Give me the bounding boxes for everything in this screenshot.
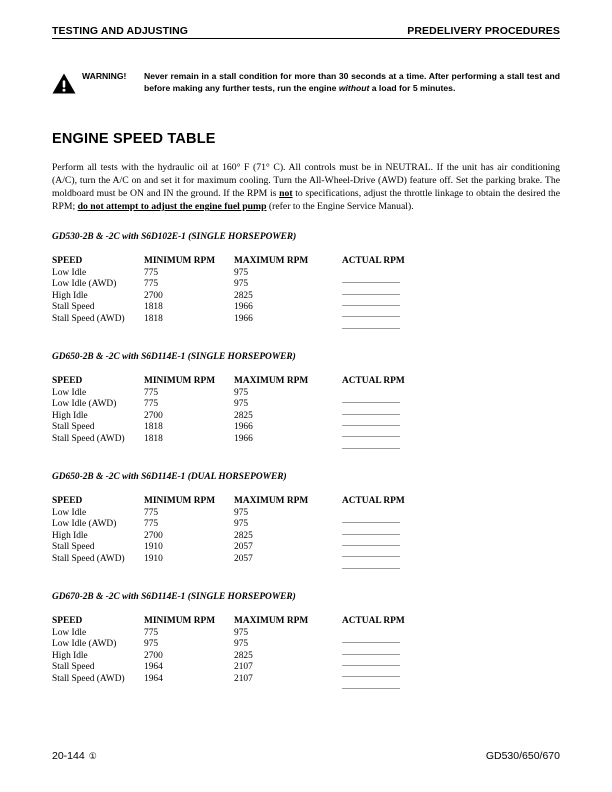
col-header-maximum-rpm: MAXIMUM RPM — [234, 376, 309, 386]
col-header-actual-rpm: ACTUAL RPM — [342, 496, 405, 506]
cell-speed: Stall Speed (AWD) — [52, 313, 125, 324]
cell-minimum: 1910 — [144, 542, 163, 553]
cell-maximum: 2825 — [234, 530, 253, 541]
table-row — [52, 411, 412, 422]
footer-left — [52, 750, 97, 762]
table-row — [52, 302, 412, 313]
table-row — [52, 674, 412, 685]
spec-table — [52, 496, 412, 565]
cell-speed: Stall Speed — [52, 422, 95, 433]
table-row — [52, 554, 412, 565]
col-header-speed: SPEED — [52, 496, 83, 506]
intro-part-3: (refer to the Engine Service Manual). — [266, 201, 414, 213]
spec-table-block-4 — [52, 592, 472, 685]
revision-mark-icon: ① — [88, 750, 97, 761]
cell-maximum: 1966 — [234, 313, 253, 324]
cell-actual-blank[interactable] — [342, 554, 412, 565]
cell-maximum: 2057 — [234, 542, 253, 553]
table-row — [52, 662, 412, 673]
table-row — [52, 542, 412, 553]
spec-table-block-1 — [52, 232, 472, 325]
spec-table — [52, 256, 412, 325]
intro-emphasis-fuel-pump: do not attempt to adjust the engine fuel pump — [77, 201, 267, 213]
cell-actual-blank[interactable] — [342, 628, 412, 639]
cell-speed: Low Idle (AWD) — [52, 519, 117, 530]
cell-maximum: 2825 — [234, 290, 253, 301]
write-in-line[interactable] — [342, 560, 400, 569]
cell-minimum: 1910 — [144, 553, 163, 564]
table-row — [52, 422, 412, 433]
cell-actual-blank[interactable] — [342, 508, 412, 519]
table-row — [52, 279, 412, 290]
write-in-line[interactable] — [342, 680, 400, 689]
cell-actual-blank[interactable] — [342, 291, 412, 302]
cell-speed: Stall Speed (AWD) — [52, 673, 125, 684]
cell-actual-blank[interactable] — [342, 662, 412, 673]
table-row — [52, 434, 412, 445]
cell-actual-blank[interactable] — [342, 399, 412, 410]
table-row — [52, 314, 412, 325]
cell-speed: Low Idle (AWD) — [52, 639, 117, 650]
cell-minimum: 775 — [144, 508, 159, 518]
warning-text-part2: a load for 5 minutes. — [369, 82, 456, 93]
cell-speed: Stall Speed — [52, 302, 95, 313]
write-in-line[interactable] — [342, 440, 400, 449]
cell-minimum: 775 — [144, 279, 159, 290]
col-header-minimum-rpm: MINIMUM RPM — [144, 616, 216, 626]
warning-text-emphasis: without — [338, 82, 370, 93]
col-header-maximum-rpm: MAXIMUM RPM — [234, 496, 309, 506]
table-row — [52, 268, 412, 279]
spec-table-caption: GD650-2B & -2C with S6D114E-1 (DUAL HORSEPOWER) — [52, 472, 287, 482]
page-number: 20-144 — [52, 750, 85, 762]
cell-speed: Low Idle — [52, 388, 87, 398]
cell-actual-blank[interactable] — [342, 542, 412, 553]
spec-table-caption: GD530-2B & -2C with S6D102E-1 (SINGLE HORSEPOWER) — [52, 232, 297, 242]
cell-actual-blank[interactable] — [342, 279, 412, 290]
cell-actual-blank[interactable] — [342, 531, 412, 542]
cell-minimum: 775 — [144, 519, 159, 530]
table-header-row — [52, 616, 412, 628]
warning-triangle-icon — [52, 70, 82, 99]
cell-speed: Stall Speed (AWD) — [52, 433, 125, 444]
cell-maximum: 975 — [234, 268, 249, 278]
cell-minimum: 2700 — [144, 290, 163, 301]
cell-speed: High Idle — [52, 530, 88, 541]
cell-speed: Low Idle — [52, 508, 87, 518]
spec-table-block-2 — [52, 352, 472, 445]
cell-actual-blank[interactable] — [342, 314, 412, 325]
cell-minimum: 1818 — [144, 302, 163, 313]
cell-minimum: 2700 — [144, 650, 163, 661]
cell-maximum: 975 — [234, 279, 249, 290]
table-row — [52, 651, 412, 662]
page-title: ENGINE SPEED TABLE — [52, 131, 216, 147]
cell-actual-blank[interactable] — [342, 268, 412, 279]
cell-maximum: 1966 — [234, 422, 253, 433]
spec-table-caption: GD670-2B & -2C with S6D114E-1 (SINGLE HORSEPOWER) — [52, 592, 296, 602]
cell-actual-blank[interactable] — [342, 302, 412, 313]
table-header-row — [52, 256, 412, 268]
header-right-title: PREDELIVERY PROCEDURES — [407, 25, 560, 37]
cell-maximum: 2107 — [234, 673, 253, 684]
cell-actual-blank[interactable] — [342, 388, 412, 399]
cell-minimum: 975 — [144, 639, 159, 650]
cell-maximum: 975 — [234, 388, 249, 398]
cell-maximum: 1966 — [234, 433, 253, 444]
cell-speed: Stall Speed — [52, 662, 95, 673]
cell-maximum: 2825 — [234, 410, 253, 421]
col-header-speed: SPEED — [52, 256, 83, 266]
cell-maximum: 975 — [234, 628, 249, 638]
spec-table — [52, 616, 412, 685]
cell-speed: High Idle — [52, 650, 88, 661]
spec-table-caption: GD650-2B & -2C with S6D114E-1 (SINGLE HORSEPOWER) — [52, 352, 296, 362]
cell-actual-blank[interactable] — [342, 674, 412, 685]
write-in-line[interactable] — [342, 320, 400, 329]
header-left-title: TESTING AND ADJUSTING — [52, 25, 189, 37]
warning-text — [144, 70, 560, 94]
table-row — [52, 628, 412, 639]
cell-minimum: 775 — [144, 388, 159, 398]
col-header-actual-rpm: ACTUAL RPM — [342, 256, 405, 266]
running-header — [52, 25, 560, 37]
cell-maximum: 1966 — [234, 302, 253, 313]
cell-maximum: 975 — [234, 519, 249, 530]
col-header-actual-rpm: ACTUAL RPM — [342, 616, 405, 626]
cell-minimum: 1818 — [144, 313, 163, 324]
cell-speed: Low Idle — [52, 268, 87, 278]
cell-minimum: 2700 — [144, 530, 163, 541]
cell-speed: Stall Speed — [52, 542, 95, 553]
cell-actual-blank[interactable] — [342, 519, 412, 530]
cell-maximum: 975 — [234, 508, 249, 518]
col-header-speed: SPEED — [52, 616, 83, 626]
cell-minimum: 775 — [144, 268, 159, 278]
table-row — [52, 531, 412, 542]
warning-block — [52, 70, 560, 99]
cell-speed: Low Idle (AWD) — [52, 399, 117, 410]
cell-actual-blank[interactable] — [342, 434, 412, 445]
cell-minimum: 775 — [144, 628, 159, 638]
cell-actual-blank[interactable] — [342, 639, 412, 650]
cell-maximum: 2825 — [234, 650, 253, 661]
table-row — [52, 639, 412, 650]
cell-speed: High Idle — [52, 290, 88, 301]
table-row — [52, 508, 412, 519]
header-divider-rule — [52, 38, 560, 39]
cell-minimum: 1818 — [144, 422, 163, 433]
cell-actual-blank[interactable] — [342, 422, 412, 433]
intro-part-1: Perform all tests with the hydraulic oil at 160° F (71° C). All controls must be in NEUTRAL. If the unit has air conditioning (A/C), turn the A/C on and set it for maximum cooling. Turn the All-Wheel-Drive (AWD) feature off. Set the parking brake. The moldboard must be ON and IN the ground. If the RPM is — [52, 162, 560, 200]
intro-part-2: to specifications, adjust the throttle linkage to obtain the desired the RPM; — [52, 188, 560, 213]
cell-maximum: 975 — [234, 399, 249, 410]
cell-speed: Low Idle (AWD) — [52, 279, 117, 290]
intro-paragraph — [52, 161, 560, 213]
table-row — [52, 388, 412, 399]
table-row — [52, 291, 412, 302]
cell-minimum: 775 — [144, 399, 159, 410]
table-header-row — [52, 496, 412, 508]
cell-speed: Low Idle — [52, 628, 87, 638]
cell-speed: High Idle — [52, 410, 88, 421]
warning-label: WARNING! — [82, 71, 127, 81]
col-header-actual-rpm: ACTUAL RPM — [342, 376, 405, 386]
cell-actual-blank[interactable] — [342, 651, 412, 662]
col-header-maximum-rpm: MAXIMUM RPM — [234, 616, 309, 626]
warning-text-part1: Never remain in a stall condition for more than 30 seconds at a time. After performing a stall test and before making any further tests, run the engine — [144, 71, 560, 93]
table-header-row — [52, 376, 412, 388]
cell-maximum: 2107 — [234, 662, 253, 673]
footer-model-numbers: GD530/650/670 — [485, 750, 560, 762]
cell-minimum: 2700 — [144, 410, 163, 421]
col-header-maximum-rpm: MAXIMUM RPM — [234, 256, 309, 266]
col-header-minimum-rpm: MINIMUM RPM — [144, 256, 216, 266]
cell-minimum: 1818 — [144, 433, 163, 444]
cell-actual-blank[interactable] — [342, 411, 412, 422]
col-header-minimum-rpm: MINIMUM RPM — [144, 496, 216, 506]
cell-minimum: 1964 — [144, 662, 163, 673]
cell-minimum: 1964 — [144, 673, 163, 684]
table-row — [52, 399, 412, 410]
col-header-minimum-rpm: MINIMUM RPM — [144, 376, 216, 386]
spec-table-block-3 — [52, 472, 472, 565]
intro-emphasis-not: not — [279, 188, 293, 200]
col-header-speed: SPEED — [52, 376, 83, 386]
table-row — [52, 519, 412, 530]
cell-speed: Stall Speed (AWD) — [52, 553, 125, 564]
cell-maximum: 2057 — [234, 553, 253, 564]
page-footer — [52, 750, 560, 762]
cell-maximum: 975 — [234, 639, 249, 650]
spec-table — [52, 376, 412, 445]
